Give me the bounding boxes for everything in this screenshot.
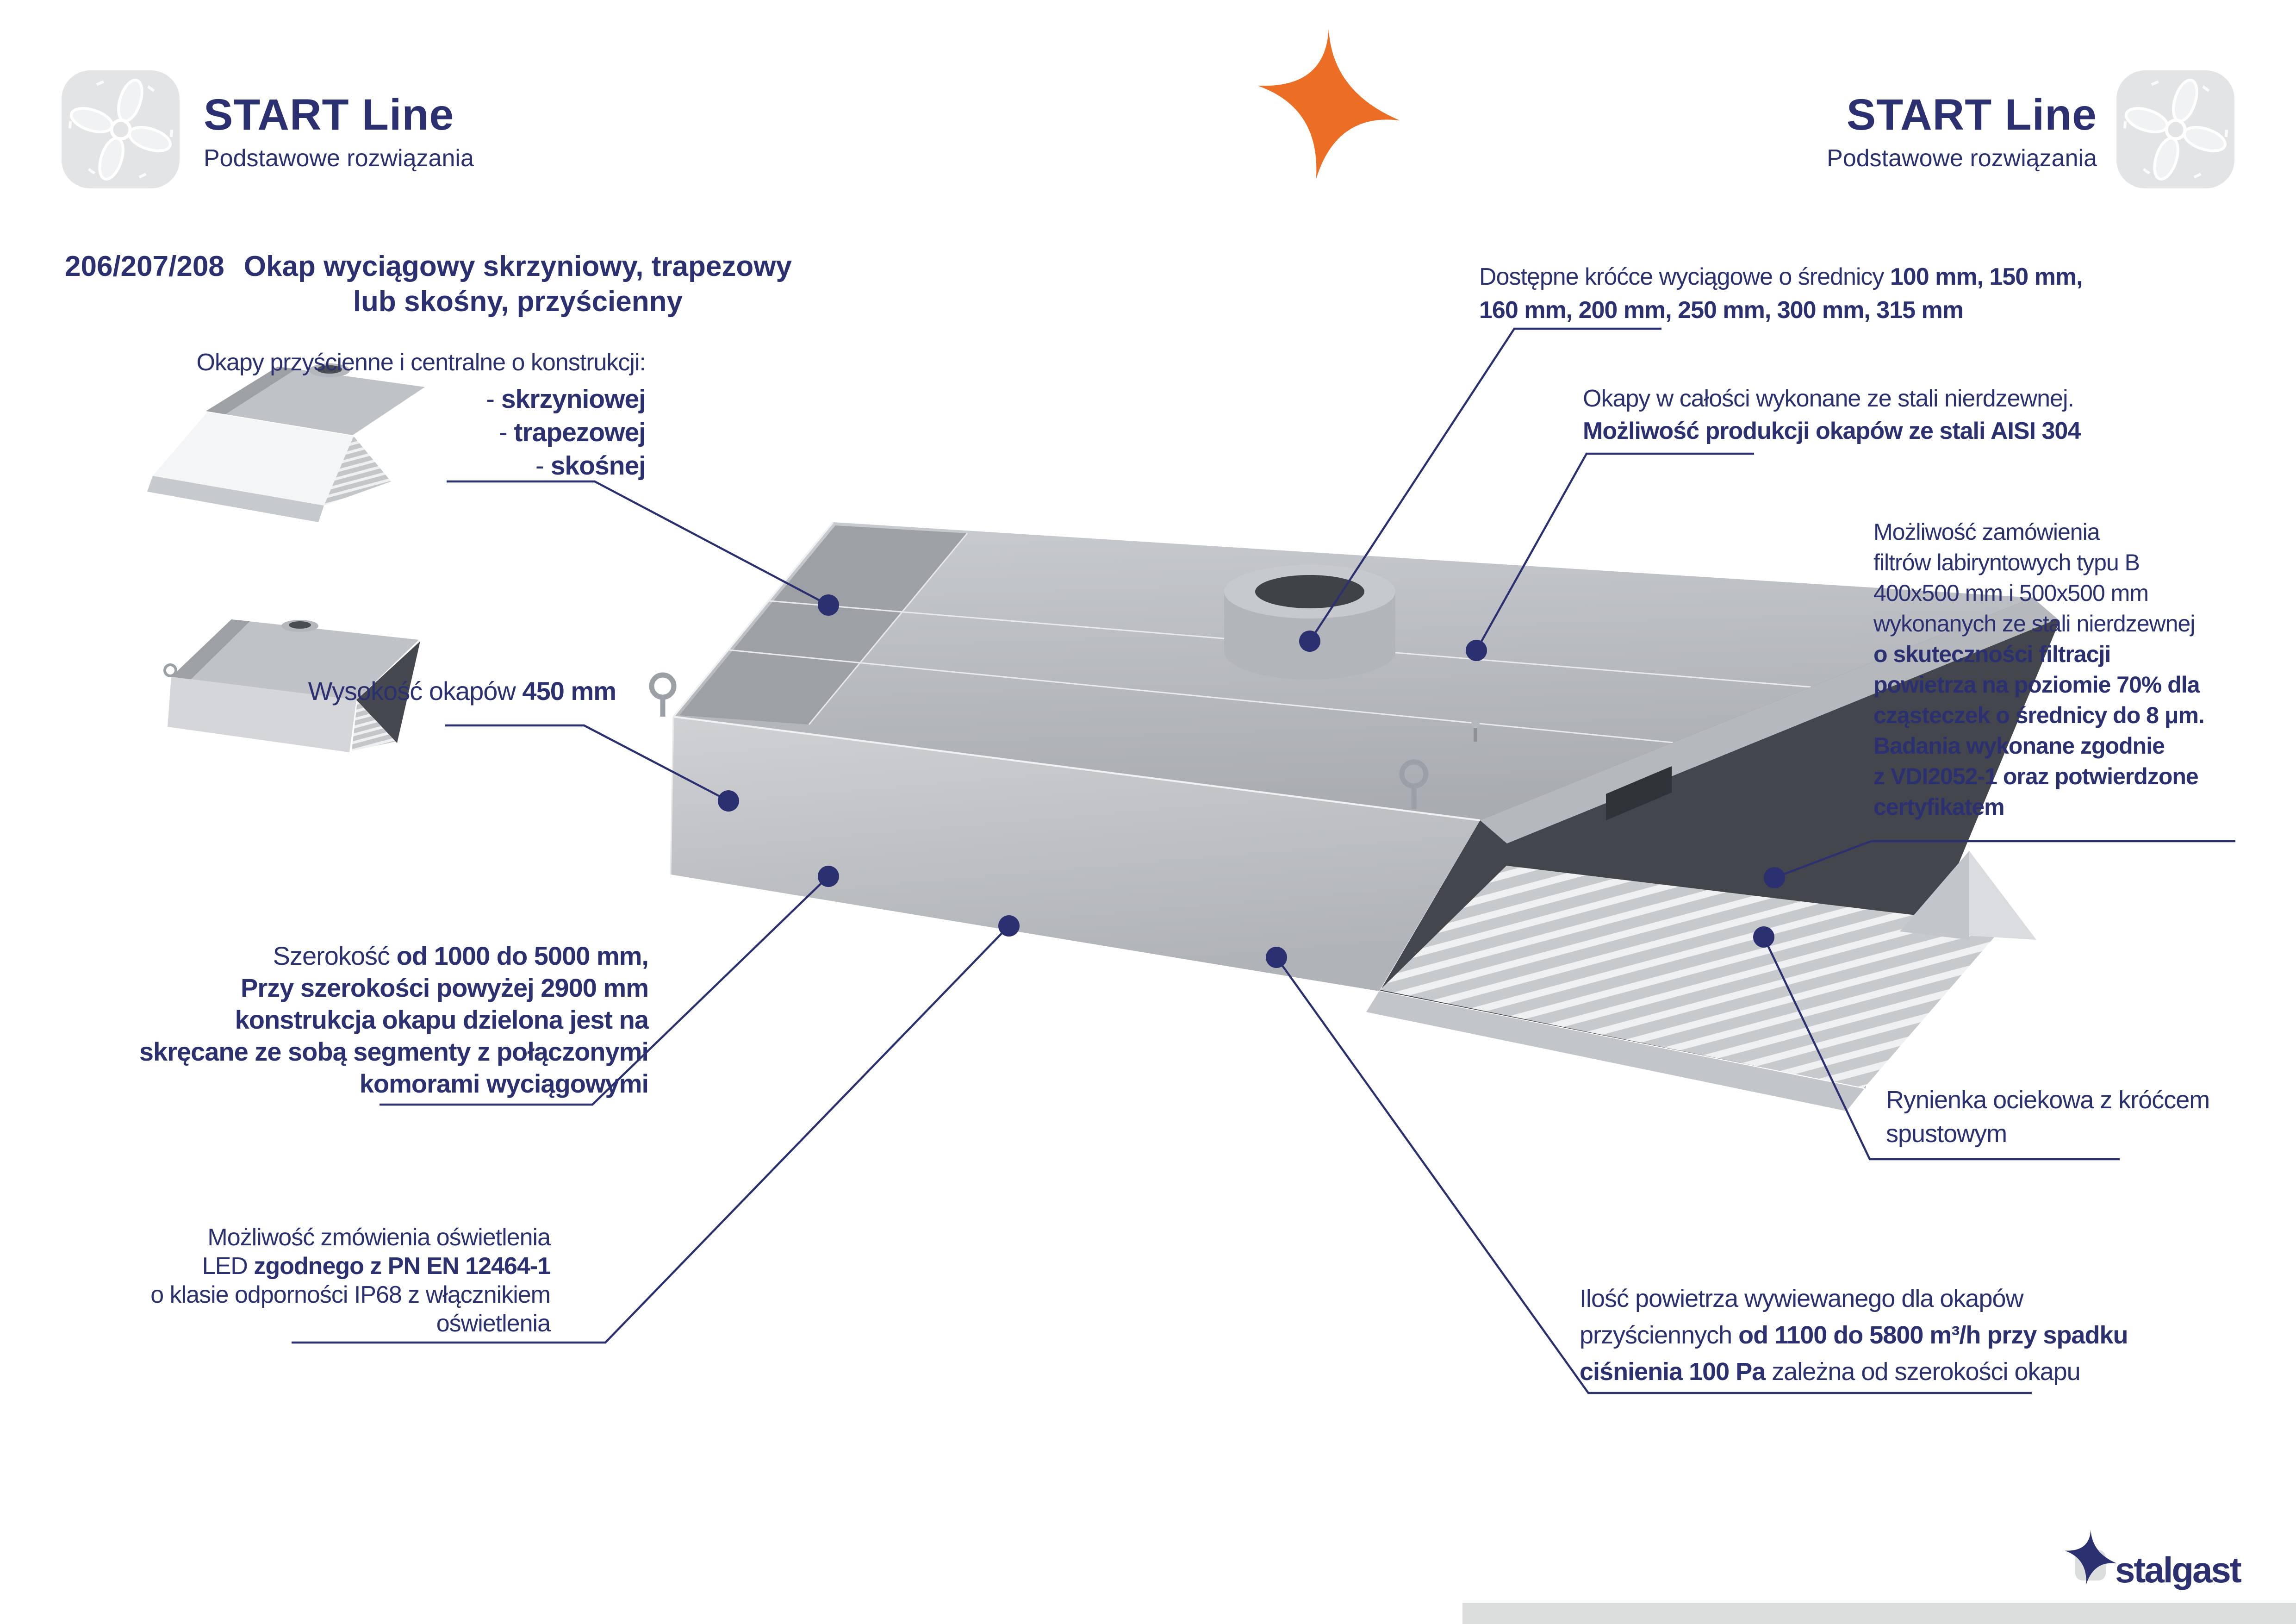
annotation-line: Ilość powietrza wywiewanego dla okapów <box>1580 1285 2023 1312</box>
annotation-line: o skuteczności filtracji <box>1873 641 2111 667</box>
annotation-line: spustowym <box>1886 1120 2007 1148</box>
product-title-line1: Okap wyciągowy skrzyniowy, trapezowy <box>243 250 792 282</box>
annotation-line: Szerokość od 1000 do 5000 mm, <box>273 941 648 970</box>
annotation-line: oświetlenia <box>436 1310 550 1337</box>
product-code: 206/207/208 <box>65 250 224 282</box>
annotation-line: - trapezowej <box>498 418 646 447</box>
annotation-line: wykonanych ze stali nierdzewnej <box>1873 611 2195 637</box>
annotation-line: LED zgodnego z PN EN 12464-1 <box>202 1253 550 1280</box>
annotation-filtry <box>1873 517 2204 822</box>
anchor-dot <box>1266 947 1287 968</box>
anchor-dot <box>818 866 839 887</box>
annotation-line: komorami wyciągowymi <box>359 1069 648 1098</box>
annotation-line: Możliwość produkcji okapów ze stali AISI 304 <box>1583 418 2081 444</box>
annotation-line: certyfikatem <box>1873 794 2004 820</box>
footer-wordmark: stalgast <box>2115 1549 2240 1590</box>
annotation-line: filtrów labiryntowych typu B <box>1873 550 2140 575</box>
anchor-dot <box>1466 640 1487 661</box>
connector-line <box>447 481 828 605</box>
annotation-line: Dostępne króćce wyciągowe o średnicy 100 mm, 150 mm, <box>1479 263 2083 290</box>
annotation-line: ciśnienia 100 Pa zależna od szerokości okapu <box>1580 1358 2080 1386</box>
annotation-line: Okapy w całości wykonane ze stali nierdzewnej. <box>1583 385 2074 412</box>
annotation-line: Badania wykonane zgodnie <box>1873 733 2165 759</box>
annotation-krocce <box>1479 260 2083 327</box>
annotation-line: Wysokość okapów 450 mm <box>308 676 616 706</box>
annotation-ilosc <box>1580 1280 2128 1390</box>
header-left <box>204 92 474 172</box>
annotation-line: Przy szerokości powyżej 2900 mm <box>241 973 648 1002</box>
annotation-line: - skrzyniowej <box>486 384 646 414</box>
fan-icon <box>2110 64 2241 195</box>
product-title-line2: lub skośny, przyścienny <box>353 286 683 318</box>
duct-collar <box>1224 565 1395 680</box>
brand-line-subtitle: Podstawowe rozwiązania <box>1827 145 2097 172</box>
fan-icon <box>56 64 186 195</box>
brand-line-subtitle: Podstawowe rozwiązania <box>204 145 474 172</box>
annotation-line: Rynienka ociekowa z króćcem <box>1886 1086 2210 1114</box>
annotation-konstrukcja <box>197 348 646 482</box>
annotation-line: o klasie odporności IP68 z włącznikiem <box>150 1281 550 1308</box>
brand-line-title: START Line <box>1846 90 2097 139</box>
annotation-line: 160 mm, 200 mm, 250 mm, 300 mm, 315 mm <box>1479 297 1963 324</box>
annotation-wysokosc <box>308 676 616 706</box>
annotation-oswietlenie <box>150 1223 550 1338</box>
anchor-dot <box>1299 631 1320 652</box>
product-header <box>65 249 792 319</box>
anchor-dot <box>718 790 739 812</box>
annotation-szerokosc <box>139 940 648 1099</box>
product-title <box>244 249 792 319</box>
header-right <box>1827 92 2097 172</box>
annotation-line: - skośnej <box>535 451 646 481</box>
annotation-line: Okapy przyścienne i centralne o konstrukcji: <box>196 349 646 376</box>
brand-line-title: START Line <box>204 90 454 139</box>
anchor-dot <box>818 594 839 616</box>
annotation-line: skręcane ze sobą segmenty z połączonymi <box>139 1037 648 1066</box>
annotation-line: konstrukcja okapu dzielona jest na <box>235 1005 648 1034</box>
anchor-dot <box>1753 926 1774 948</box>
annotation-rynienka <box>1886 1083 2209 1151</box>
anchor-dot <box>1764 867 1785 888</box>
hood-illustration <box>652 522 2060 1111</box>
annotation-line: powietrza na poziomie 70% dla <box>1873 672 2200 698</box>
annotation-line: Możliwość zmówienia oświetlenia <box>207 1224 550 1251</box>
annotation-line: cząsteczek o średnicy do 8 μm. <box>1873 702 2204 728</box>
spark-star-icon <box>1257 29 1400 179</box>
annotation-line: 400x500 mm i 500x500 mm <box>1873 580 2148 606</box>
bottom-bar <box>1462 1603 2296 1624</box>
annotation-line: Możliwość zamówienia <box>1873 519 2100 545</box>
annotation-line: przyściennych od 1100 do 5800 m³/h przy spadku <box>1580 1321 2128 1349</box>
anchor-dot <box>998 915 1020 937</box>
annotation-stal <box>1583 382 2080 447</box>
annotation-line: z VDI2052-1 oraz potwierdzone <box>1873 763 2198 789</box>
